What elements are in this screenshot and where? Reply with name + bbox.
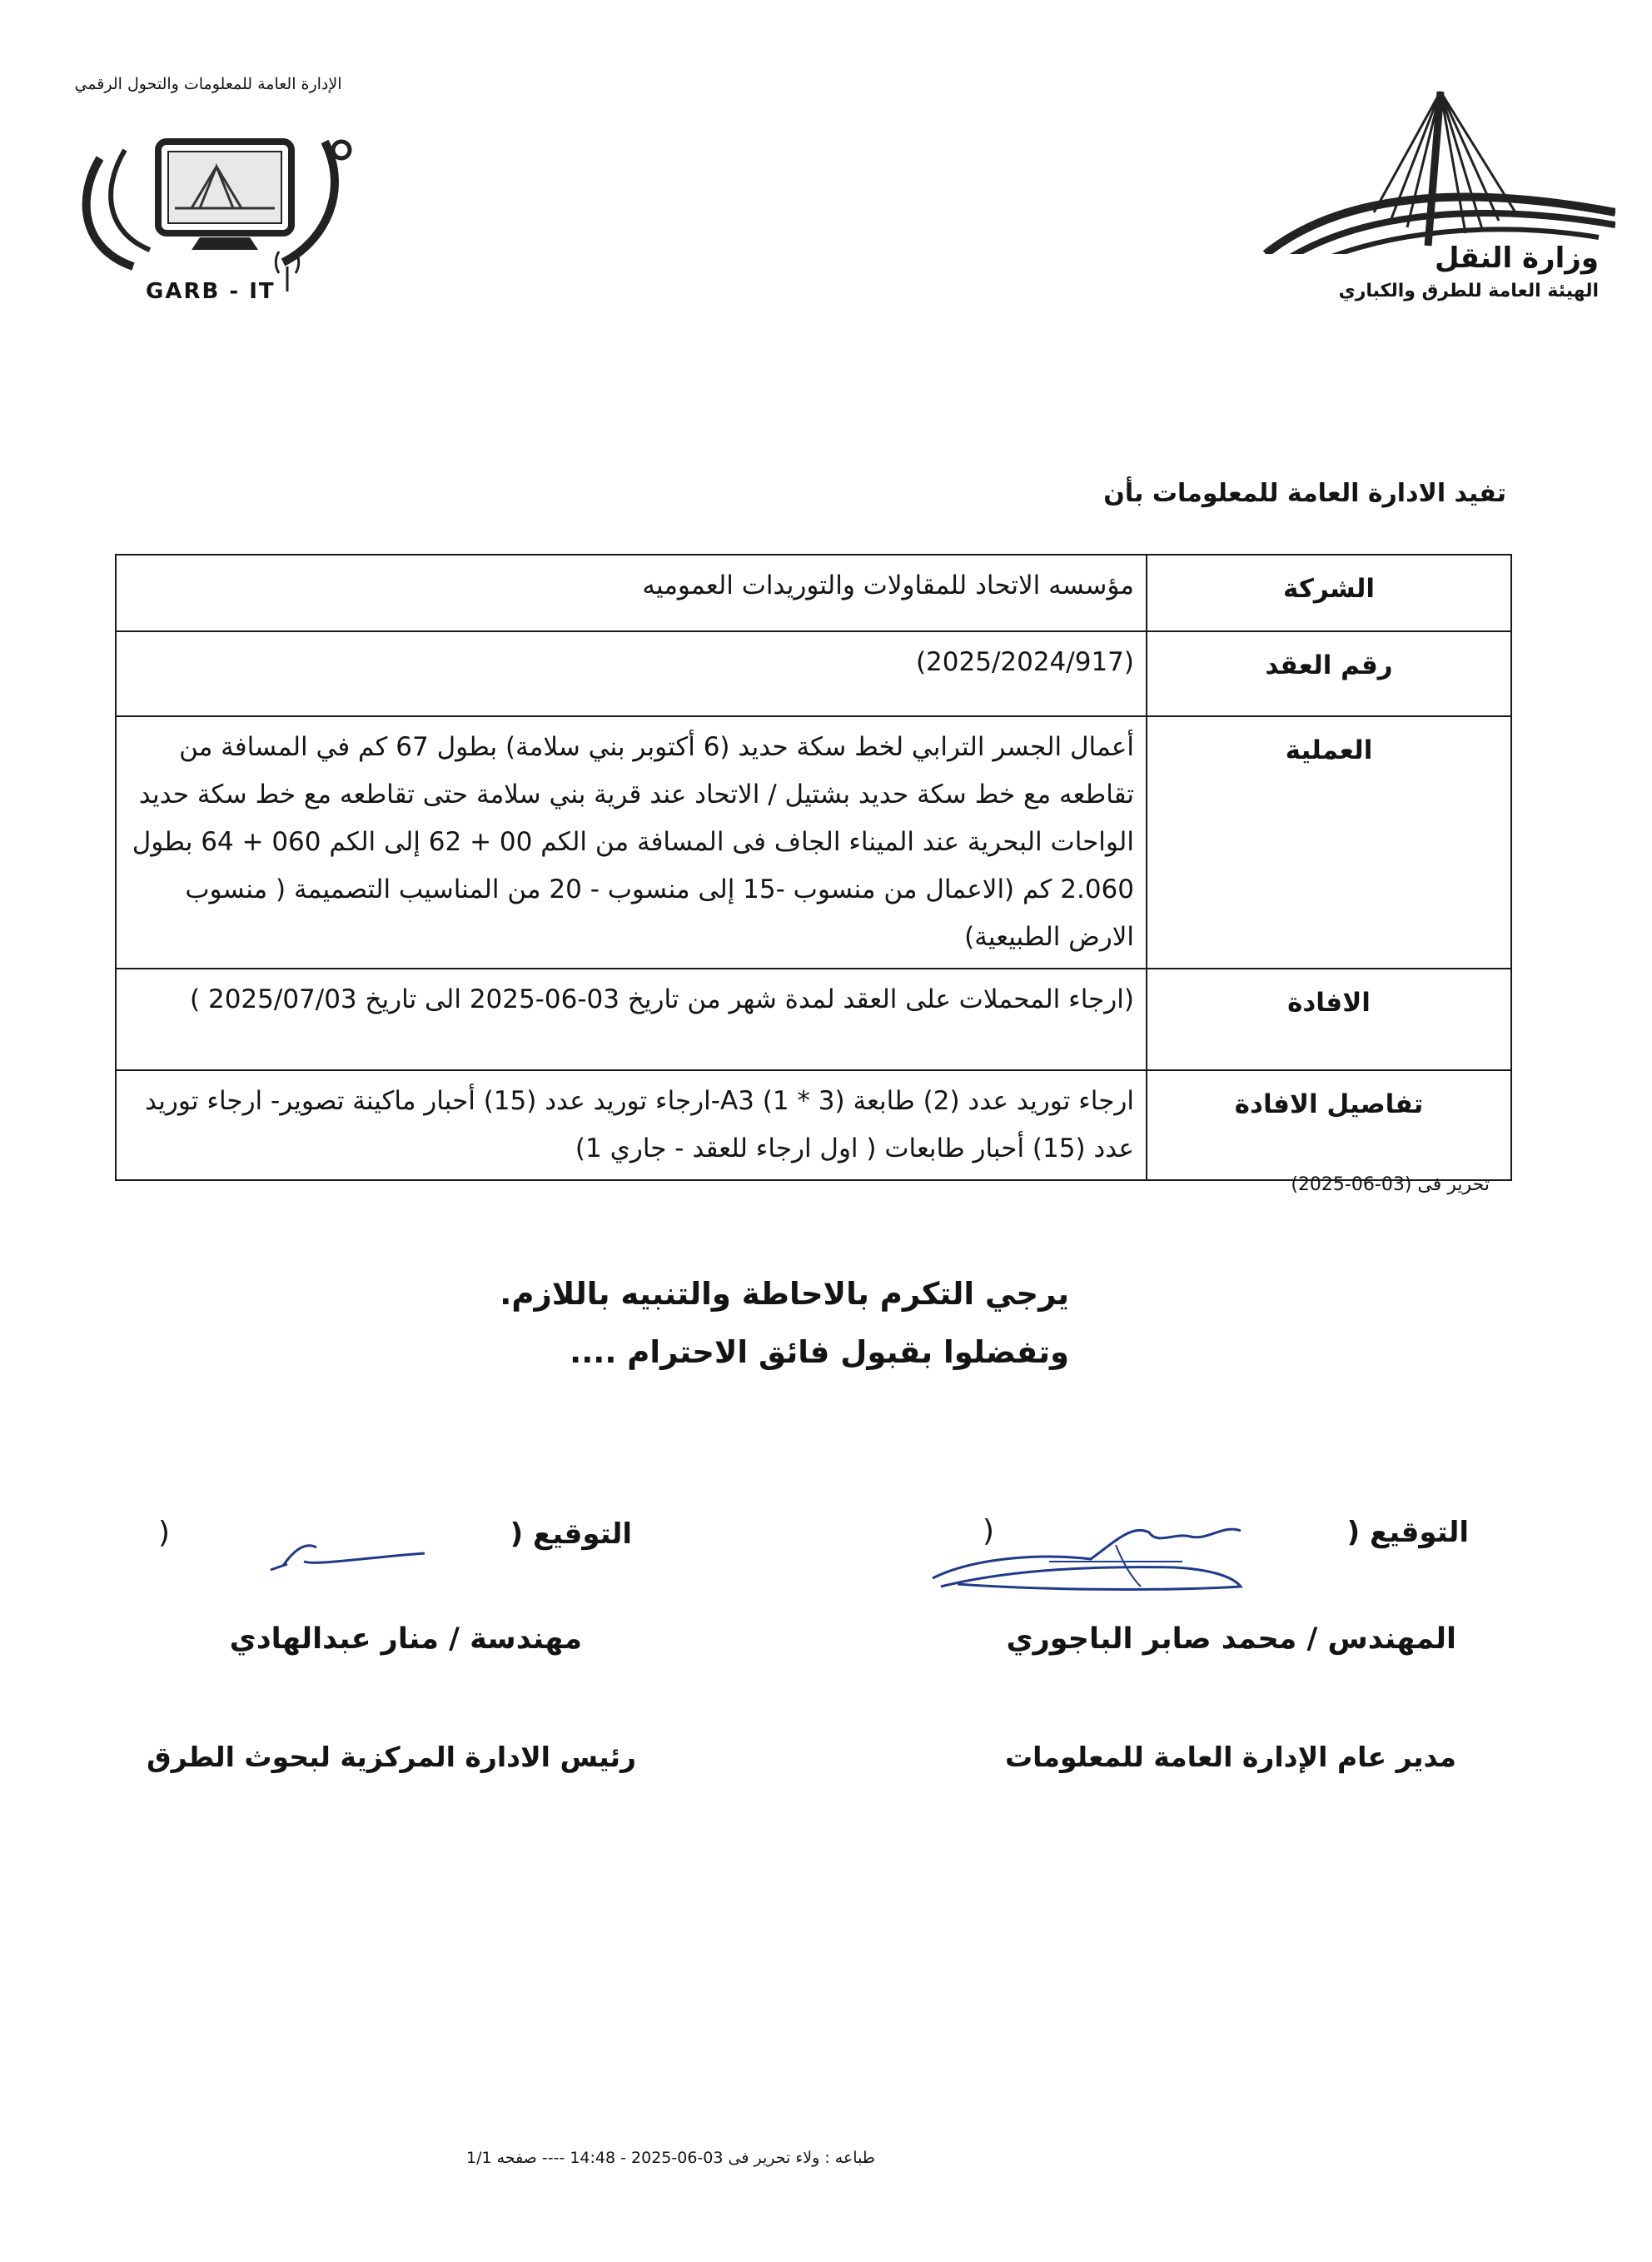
table-row <box>116 631 1511 716</box>
ministry-name: وزارة النقل <box>1435 242 1599 275</box>
table-row <box>116 555 1511 631</box>
bridge-logo-icon <box>1249 87 1615 254</box>
authority-name: الهيئة العامة للطرق والكباري <box>1338 281 1599 301</box>
issue-date: تحرير فى (03-06-2025) <box>1291 1174 1490 1195</box>
signature-label-right: التوقيع ( <box>1346 1516 1469 1549</box>
it-department-logo <box>42 75 375 316</box>
row-value: مؤسسه الاتحاد للمقاولات والتوريدات العموميه <box>116 555 1147 631</box>
closing-line-2: وتفضلوا بقبول فائق الاحترام .... <box>570 1334 1069 1370</box>
row-label: الشركة <box>1147 555 1511 631</box>
signature-close-right: ) <box>983 1514 995 1548</box>
row-value: ارجاء توريد عدد (2) طابعة (3 * 1) A3-ارجاء توريد عدد (15) أحبار ماكينة تصوير- ارجاء توريد عدد (15) أحبار طابعات ( اول ارجاء للعقد - جاري 1) <box>116 1070 1147 1180</box>
table-row <box>116 969 1511 1070</box>
signature-close-left: ) <box>158 1516 171 1550</box>
table-row <box>116 1070 1511 1180</box>
row-value: (ارجاء المحملات على العقد لمدة شهر من تاريخ 03-06-2025 الى تاريخ 2025/07/03 ) <box>116 969 1147 1070</box>
it-department-name: الإدارة العامة للمعلومات والتحول الرقمي <box>74 75 342 93</box>
row-label: العملية <box>1147 716 1511 969</box>
signature-mark-right <box>924 1507 1324 1599</box>
intro-text: تفيد الادارة العامة للمعلومات بأن <box>1103 479 1506 508</box>
monitor-logo-icon <box>75 125 358 291</box>
row-value: أعمال الجسر الترابي لخط سكة حديد (6 أكتوبر بني سلامة) بطول 67 كم في المسافة من تقاطعه مع خط سكة حديد بشتيل / الاتحاد عند قرية بني سلامة حتى تقاطعه مع خط سكة حديد الواحات البحرية عند الميناء الجاف فى المسافة من الكم 00 + 62 إلى الكم 060 + 64 بطول 2.060 كم (الاعمال من منسوب -15 إلى منسوب - 20 من المناسيب التصميمة ( منسوب الارض الطبيعية) <box>116 716 1147 969</box>
row-value: (2025/2024/917) <box>116 631 1147 716</box>
row-label: تفاصيل الافادة <box>1147 1070 1511 1180</box>
ministry-logo <box>1249 87 1615 329</box>
signature-label-left: التوقيع ( <box>510 1517 632 1551</box>
row-label: الافادة <box>1147 969 1511 1070</box>
closing-line-1: يرجي التكرم بالاحاطة والتنبيه باللازم. <box>500 1276 1069 1312</box>
table-row <box>116 716 1511 969</box>
signer-name-right: المهندس / محمد صابر الباجوري <box>1006 1622 1456 1656</box>
print-footer: طباعه : ولاء تحرير فى 03-06-2025 - 14:48 ---- صفحه 1/1 <box>466 2149 875 2167</box>
signer-title-right: مدير عام الإدارة العامة للمعلومات <box>1004 1741 1456 1773</box>
row-label: رقم العقد <box>1147 631 1511 716</box>
it-logo-text: GARB - IT <box>146 279 276 304</box>
info-table <box>115 554 1512 1181</box>
signer-title-left: رئيس الادارة المركزية لبحوث الطرق <box>147 1741 636 1773</box>
signature-mark-left <box>266 1532 433 1574</box>
signer-name-left: مهندسة / منار عبدالهادي <box>229 1622 582 1656</box>
